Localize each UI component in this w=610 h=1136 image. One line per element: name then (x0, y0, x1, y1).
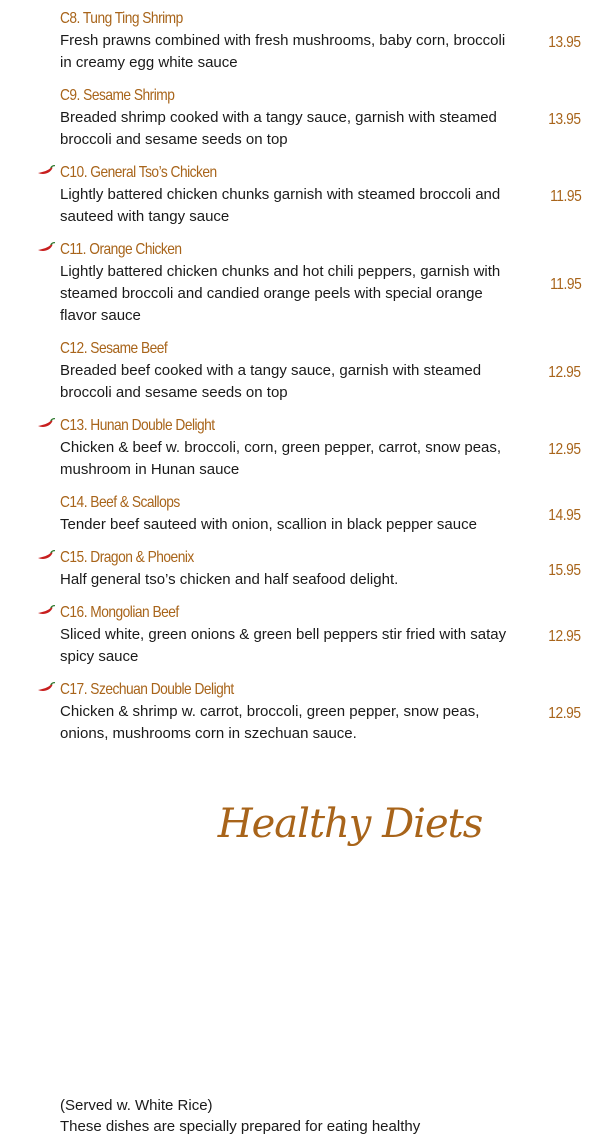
menu-item-header (0, 492, 610, 514)
menu-item-header (0, 85, 610, 107)
menu-item (0, 162, 610, 228)
menu-item-name: C10. General Tso’s Chicken (60, 164, 217, 181)
menu-item (0, 602, 610, 668)
menu-item-name: C16. Mongolian Beef (60, 604, 179, 621)
menu-item-price: 12.95 (548, 628, 581, 645)
chili-pepper-icon (37, 240, 55, 252)
menu-item-price: 12.95 (548, 364, 581, 381)
menu-item-price: 14.95 (548, 507, 581, 524)
menu-item (0, 85, 610, 151)
served-note: (Served w. White Rice) (60, 1097, 213, 1114)
chili-pepper-icon (37, 163, 55, 175)
menu-item-description: Chicken & shrimp w. carrot, broccoli, green pepper, snow peas, onions, mushrooms corn in szechuan sauce. (60, 703, 480, 742)
menu-item (0, 679, 610, 745)
menu-item-list (0, 8, 610, 756)
section-intro: These dishes are specially prepared for eating healthy (60, 1118, 421, 1135)
menu-item-header (0, 679, 610, 701)
menu-item-name: C9. Sesame Shrimp (60, 87, 175, 104)
menu-item-name: C17. Szechuan Double Delight (60, 681, 234, 698)
chili-pepper-icon (37, 603, 55, 615)
menu-item-header (0, 162, 610, 184)
menu-item-description: Sliced white, green onions & green bell peppers stir fried with satay spicy sauce (60, 626, 507, 665)
menu-item-header (0, 415, 610, 437)
section-title: Healthy Diets (217, 801, 483, 847)
menu-item-header (0, 239, 610, 261)
menu-item-description: Lightly battered chicken chunks garnish with steamed broccoli and sauteed with tangy sauce (60, 186, 501, 225)
menu-item-price: 12.95 (548, 441, 581, 458)
chili-pepper-icon (37, 680, 55, 692)
menu-item (0, 8, 610, 74)
menu-item-description: Fresh prawns combined with fresh mushrooms, baby corn, broccoli in creamy egg white sauce (60, 32, 506, 71)
menu-item-price: 15.95 (548, 562, 581, 579)
menu-item-description: Lightly battered chicken chunks and hot chili peppers, garnish with steamed broccoli and candied orange peels with special orange flavor sauce (60, 263, 501, 324)
chili-pepper-icon (37, 416, 55, 428)
menu-item-price: 13.95 (548, 111, 581, 128)
menu-item-description: Breaded shrimp cooked with a tangy sauce, garnish with steamed broccoli and sesame seeds on top (60, 109, 497, 148)
menu-item-name: C12. Sesame Beef (60, 340, 168, 357)
menu-item (0, 338, 610, 404)
menu-item-header (0, 602, 610, 624)
menu-item-description: Tender beef sauteed with onion, scallion in black pepper sauce (60, 516, 477, 533)
menu-item-name: C11. Orange Chicken (60, 241, 182, 258)
menu-item-header (0, 8, 610, 30)
menu-item-price: 13.95 (548, 34, 581, 51)
menu-item-name: C14. Beef & Scallops (60, 494, 180, 511)
menu-item (0, 239, 610, 327)
menu-item (0, 492, 610, 536)
menu-item-price: 12.95 (548, 705, 581, 722)
menu-item-name: C8. Tung Ting Shrimp (60, 10, 183, 27)
menu-item-name: C13. Hunan Double Delight (60, 417, 215, 434)
menu-item-description: Half general tso’s chicken and half seafood delight. (60, 571, 399, 588)
menu-item-header (0, 547, 610, 569)
menu-item (0, 547, 610, 591)
menu-item-description: Breaded beef cooked with a tangy sauce, garnish with steamed broccoli and sesame seeds on top (60, 362, 482, 401)
menu-item-price: 11.95 (549, 276, 581, 293)
menu-item-name: C15. Dragon & Phoenix (60, 549, 194, 566)
menu-item-header (0, 338, 610, 360)
menu-item (0, 415, 610, 481)
chili-pepper-icon (37, 548, 55, 560)
menu-item-description: Chicken & beef w. broccoli, corn, green pepper, carrot, snow peas, mushroom in Hunan sauce (60, 439, 502, 478)
menu-item-price: 11.95 (549, 188, 581, 205)
